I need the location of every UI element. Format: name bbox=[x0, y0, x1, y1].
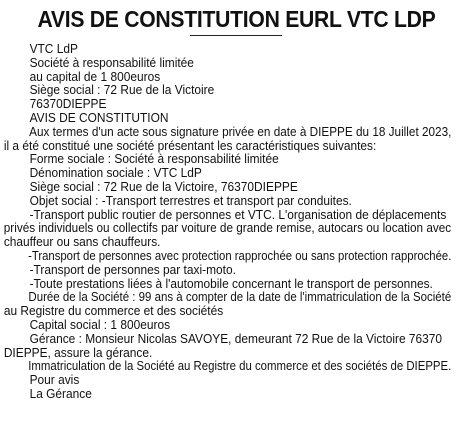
body-line: VTC LdP bbox=[29, 42, 78, 56]
body-line: Aux termes d'un acte sous signature privée en date à DIEPPE du 18 Juillet 2023, bbox=[29, 124, 452, 139]
body-line: AVIS DE CONSTITUTION bbox=[29, 110, 169, 125]
body-line: Société à responsabilité limitée bbox=[29, 55, 194, 70]
notice-body bbox=[0, 43, 473, 402]
body-line: Immatriculation de la Société au Registre du commerce et des sociétés de DIEPPE. bbox=[28, 359, 452, 374]
body-line: Dénomination sociale : VTC LdP bbox=[29, 166, 202, 181]
body-line: DIEPPE, assure la gérance. bbox=[3, 345, 153, 360]
body-line: au Registre du commerce et des sociétés bbox=[3, 304, 224, 319]
body-line: Objet social : -Transport terrestres et transport par conduites. bbox=[29, 193, 352, 208]
body-line: Siège social : 72 Rue de la Victoire bbox=[29, 83, 215, 98]
body-line: Forme sociale : Société à responsabilité limitée bbox=[29, 152, 279, 167]
body-line: Gérance : Monsieur Nicolas SAVOYE, demeurant 72 Rue de la Victoire 76370 bbox=[29, 331, 443, 346]
body-line: privés individuels ou collectifs par voiture de grande remise, autocars ou location avec bbox=[3, 221, 452, 236]
body-line: -Toute prestations liées à l'automobile concernant le transport de personnes. bbox=[29, 276, 433, 291]
body-line: -Transport de personnes par taxi-moto. bbox=[29, 262, 236, 277]
body-line: 76370DIEPPE bbox=[29, 97, 107, 112]
body-line: Siège social : 72 Rue de la Victoire, 76370DIEPPE bbox=[29, 179, 298, 194]
body-line: -Transport public routier de personnes et VTC. L'organisation de déplacements bbox=[29, 207, 447, 222]
body-line: Pour avis bbox=[29, 373, 80, 388]
body-line: il a été constitué une société présentant les caractéristiques suivantes: bbox=[3, 138, 377, 153]
body-line: -Transport de personnes avec protection rapprochée ou sans protection rapprochée. bbox=[28, 248, 452, 263]
title-underline bbox=[190, 35, 282, 36]
body-line: au capital de 1 800euros bbox=[29, 69, 161, 84]
body-line: Durée de la Société : 99 ans à compter de la date de l'immatriculation de la Société bbox=[28, 290, 452, 305]
body-line: La Gérance bbox=[29, 386, 92, 401]
notice-title: AVIS DE CONSTITUTION EURL VTC LDP bbox=[37, 6, 436, 32]
body-line: Capital social : 1 800euros bbox=[29, 317, 171, 332]
body-line: chauffeur ou sans chauffeurs. bbox=[3, 235, 161, 250]
